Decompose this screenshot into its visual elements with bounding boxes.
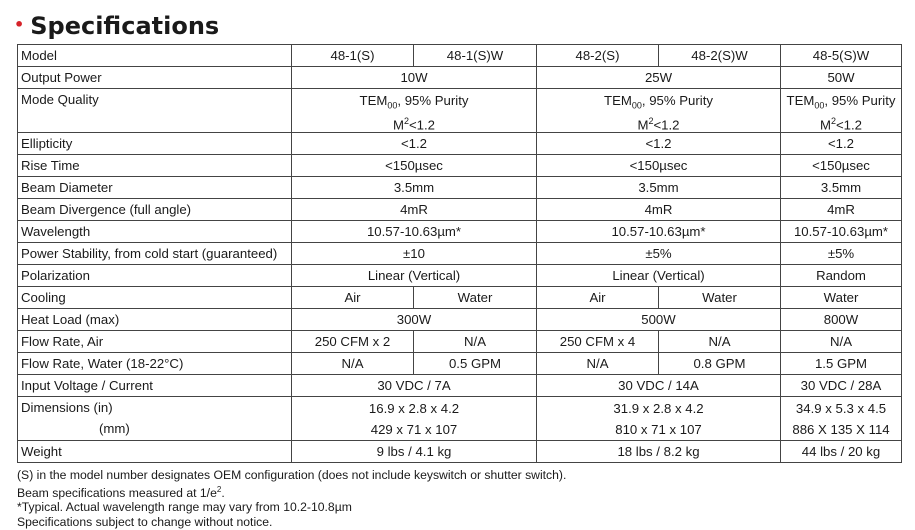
model-48-5sw: 48-5(S)W (781, 45, 902, 67)
value-input-voltage-48-5: 30 VDC / 28A (781, 375, 902, 397)
value-cooling-48-2s: Air (537, 287, 659, 309)
row-weight (18, 441, 902, 463)
value-output-power-48-5: 50W (781, 67, 902, 89)
label-flow-rate-water: Flow Rate, Water (18-22°C) (18, 353, 292, 375)
row-beam-divergence (18, 199, 902, 221)
value-mode-quality-48-2: $TEM_{00}$, 95% Purity $M^2<1.2$ (537, 89, 781, 133)
label-cooling: Cooling (18, 287, 292, 309)
value-weight-48-1: 9 lbs / 4.1 kg (292, 441, 537, 463)
value-ellipticity-48-5: <1.2 (781, 133, 902, 155)
footnotes (17, 468, 566, 529)
label-heat-load: Heat Load (max) (18, 309, 292, 331)
value-wavelength-48-1: 10.57-10.63µm* (292, 221, 537, 243)
value-ellipticity-48-2: <1.2 (537, 133, 781, 155)
value-heat-load-48-5: 800W (781, 309, 902, 331)
value-power-stability-48-5: ±5% (781, 243, 902, 265)
value-wavelength-48-5: 10.57-10.63µm* (781, 221, 902, 243)
value-heat-load-48-1: 300W (292, 309, 537, 331)
value-mode-quality-48-5: $TEM_{00}$, 95% Purity $M^2<1.2$ (781, 89, 902, 133)
value-mode-quality-48-1: $TEM_{00}$, 95% Purity $M^2<1.2$ (292, 89, 537, 133)
bullet-icon: • (14, 14, 25, 34)
value-weight-48-2: 18 lbs / 8.2 kg (537, 441, 781, 463)
value-polarization-48-2: Linear (Vertical) (537, 265, 781, 287)
value-rise-time-48-2: <150µsec (537, 155, 781, 177)
model-48-1s: 48-1(S) (292, 45, 414, 67)
label-beam-diameter: Beam Diameter (18, 177, 292, 199)
label-output-power: Output Power (18, 67, 292, 89)
row-beam-diameter (18, 177, 902, 199)
value-beam-divergence-48-5: 4mR (781, 199, 902, 221)
value-beam-diameter-48-1: 3.5mm (292, 177, 537, 199)
label-dimensions-mm: (mm) (99, 421, 130, 436)
value-flow-water-48-2sw: 0.8 GPM (659, 353, 781, 375)
footnote-wavelength: *Typical. Actual wavelength range may vary from 10.2-10.8µm (17, 500, 352, 515)
section-title (14, 10, 219, 42)
value-dimensions-48-5: 34.9 x 5.3 x 4.5 886 X 135 X 114 (781, 397, 902, 441)
value-output-power-48-2: 25W (537, 67, 781, 89)
value-dimensions-48-1: 16.9 x 2.8 x 4.2 429 x 71 x 107 (292, 397, 537, 441)
row-wavelength (18, 221, 902, 243)
row-flow-rate-water (18, 353, 902, 375)
value-flow-air-48-5sw: N/A (781, 331, 902, 353)
label-rise-time: Rise Time (18, 155, 292, 177)
row-model (18, 45, 902, 67)
label-input-voltage: Input Voltage / Current (18, 375, 292, 397)
value-flow-air-48-2sw: N/A (659, 331, 781, 353)
value-polarization-48-1: Linear (Vertical) (292, 265, 537, 287)
model-48-2sw: 48-2(S)W (659, 45, 781, 67)
row-polarization (18, 265, 902, 287)
footnote-beam: Beam specifications measured at $1/e^2$. (17, 484, 225, 500)
row-flow-rate-air (18, 331, 902, 353)
value-cooling-48-5sw: Water (781, 287, 902, 309)
value-beam-diameter-48-2: 3.5mm (537, 177, 781, 199)
value-flow-water-48-1s: N/A (292, 353, 414, 375)
row-power-stability (18, 243, 902, 265)
value-rise-time-48-5: <150µsec (781, 155, 902, 177)
label-weight: Weight (18, 441, 292, 463)
value-dimensions-48-2: 31.9 x 2.8 x 4.2 810 x 71 x 107 (537, 397, 781, 441)
value-heat-load-48-2: 500W (537, 309, 781, 331)
value-beam-divergence-48-2: 4mR (537, 199, 781, 221)
value-cooling-48-1sw: Water (414, 287, 537, 309)
label-power-stability: Power Stability, from cold start (guaranteed) (18, 243, 292, 265)
value-flow-water-48-2s: N/A (537, 353, 659, 375)
value-flow-water-48-5sw: 1.5 GPM (781, 353, 902, 375)
value-wavelength-48-2: 10.57-10.63µm* (537, 221, 781, 243)
title-text: Specifications (30, 12, 220, 40)
row-rise-time (18, 155, 902, 177)
value-beam-diameter-48-5: 3.5mm (781, 177, 902, 199)
label-flow-rate-air: Flow Rate, Air (18, 331, 292, 353)
model-48-2s: 48-2(S) (537, 45, 659, 67)
value-rise-time-48-1: <150µsec (292, 155, 537, 177)
row-mode-quality (18, 89, 902, 133)
row-output-power (18, 67, 902, 89)
label-model: Model (18, 45, 292, 67)
footnote-oem: (S) in the model number designates OEM configuration (does not include keyswitch or shutter switch). (17, 468, 567, 482)
row-ellipticity (18, 133, 902, 155)
value-input-voltage-48-1: 30 VDC / 7A (292, 375, 537, 397)
row-heat-load (18, 309, 902, 331)
model-48-1sw: 48-1(S)W (414, 45, 537, 67)
value-output-power-48-1: 10W (292, 67, 537, 89)
label-dimensions (18, 397, 292, 441)
value-beam-divergence-48-1: 4mR (292, 199, 537, 221)
row-cooling (18, 287, 902, 309)
row-dimensions (18, 397, 902, 441)
value-cooling-48-1s: Air (292, 287, 414, 309)
label-wavelength: Wavelength (18, 221, 292, 243)
label-beam-divergence: Beam Divergence (full angle) (18, 199, 292, 221)
label-ellipticity: Ellipticity (18, 133, 292, 155)
value-ellipticity-48-1: <1.2 (292, 133, 537, 155)
value-flow-air-48-2s: 250 CFM x 4 (537, 331, 659, 353)
row-input-voltage (18, 375, 902, 397)
footnote-change-notice: Specifications subject to change without notice. (17, 514, 273, 529)
value-cooling-48-2sw: Water (659, 287, 781, 309)
value-input-voltage-48-2: 30 VDC / 14A (537, 375, 781, 397)
value-power-stability-48-1: ±10 (292, 243, 537, 265)
value-flow-air-48-1sw: N/A (414, 331, 537, 353)
value-flow-air-48-1s: 250 CFM x 2 (292, 331, 414, 353)
value-power-stability-48-2: ±5% (537, 243, 781, 265)
label-dimensions-in: Dimensions (in) (21, 400, 113, 415)
specifications-table (17, 44, 902, 463)
value-weight-48-5: 44 lbs / 20 kg (781, 441, 902, 463)
label-polarization: Polarization (18, 265, 292, 287)
label-mode-quality: Mode Quality (18, 89, 292, 133)
value-polarization-48-5: Random (781, 265, 902, 287)
value-flow-water-48-1sw: 0.5 GPM (414, 353, 537, 375)
